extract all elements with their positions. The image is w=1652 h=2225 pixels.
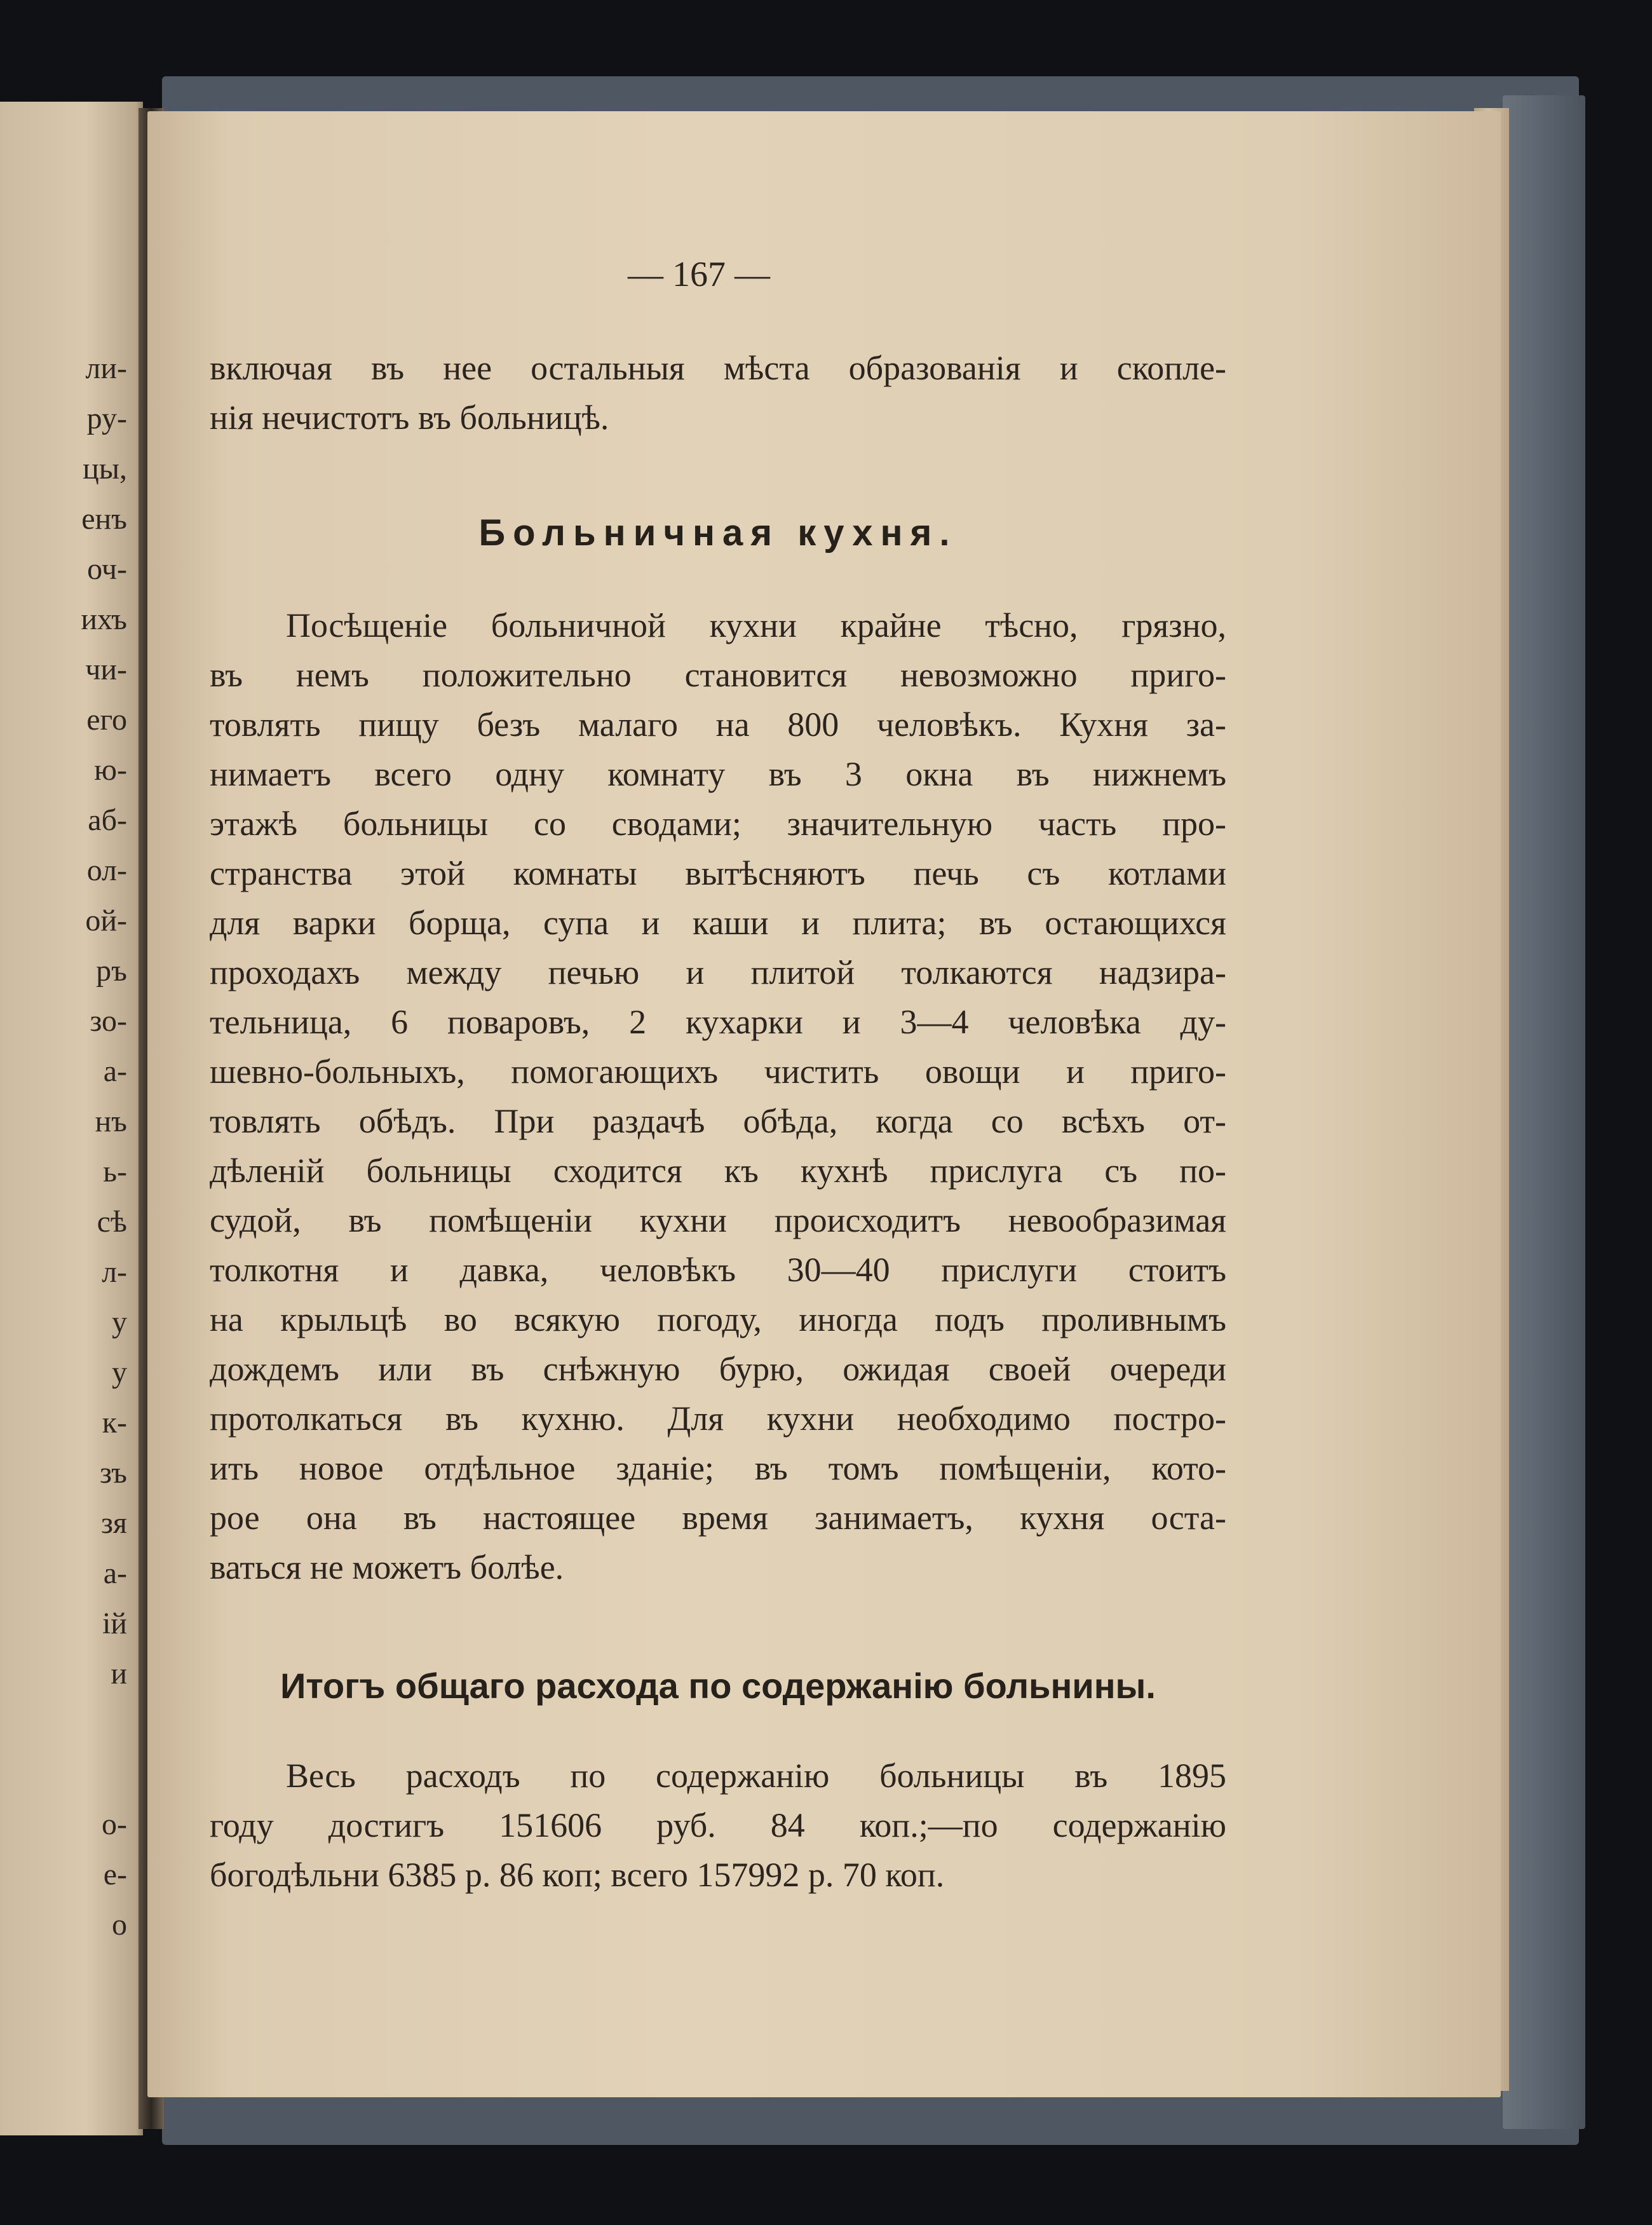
text-line: этажѣ больницы со сводами; значительную часть про- (210, 805, 1226, 843)
expenses-paragraph (210, 1751, 1226, 1900)
text-line: судой, въ помѣщеніи кухни происходитъ невообразимая (210, 1201, 1226, 1239)
text-line: ить новое отдѣльное зданіе; въ томъ помѣщеніи, кото- (210, 1449, 1226, 1487)
left-page-fragment: к- (102, 1406, 127, 1439)
text-line: нія нечистотъ въ больницѣ. (210, 398, 609, 437)
paragraph-text (210, 601, 1226, 1592)
kitchen-paragraph (210, 601, 1226, 1592)
left-page-fragment: зъ (100, 1456, 127, 1490)
left-page-fragment: его (86, 703, 127, 737)
book-cover-edge (1503, 95, 1585, 2129)
text-line: товлять обѣдъ. При раздачѣ обѣда, когда со всѣхъ от- (210, 1102, 1226, 1140)
text-line: дѣленій больницы сходится къ кухнѣ прислуга съ по- (210, 1152, 1226, 1190)
left-page-fragment: ру- (86, 402, 127, 435)
text-line: году достигъ 151606 руб. 84 коп.;—по содержанію (210, 1806, 1226, 1844)
left-page-fragment: у (112, 1356, 127, 1389)
left-page-fragment: ли- (85, 351, 127, 385)
left-page-fragment: а- (103, 1556, 127, 1590)
left-page-fragment: ю- (94, 753, 127, 787)
left-page-fragment: о (112, 1908, 127, 1942)
text-line: странства этой комнаты вытѣсняютъ печь съ котлами (210, 854, 1226, 892)
left-page-fragment: чи- (85, 653, 127, 686)
text-line: на крыльцѣ во всякую погоду, иногда подъ проливнымъ (210, 1300, 1226, 1338)
left-page-fragment: зя (100, 1506, 127, 1540)
left-page-fragment: и (111, 1657, 127, 1691)
text-line: шевно-больныхъ, помогающихъ чистить овощи и приго- (210, 1052, 1226, 1091)
left-page-fragment: сѣ (97, 1205, 127, 1239)
left-page-fragment (0, 1749, 127, 1799)
section-heading-expenses: Итогъ общаго расхода по содержанію больнины. (280, 1666, 1156, 1706)
text-line: товлять пищу безъ малаго на 800 человѣкъ. Кухня за- (210, 705, 1226, 744)
text-line: для варки борща, супа и каши и плита; въ остающихся (210, 904, 1226, 942)
left-page-text-fragments (0, 343, 127, 1950)
left-page-fragment: у (112, 1305, 127, 1339)
section-heading-kitchen: Больничная кухня. (478, 512, 958, 554)
left-page-fragment: нъ (95, 1105, 127, 1138)
left-page-fragment: зо- (90, 1004, 127, 1038)
left-page-fragment: енъ (81, 502, 127, 536)
text-line: тельница, 6 поваровъ, 2 кухарки и 3—4 человѣка ду- (210, 1003, 1226, 1041)
paragraph-text (210, 1751, 1226, 1900)
left-page-fragment: е- (103, 1858, 127, 1891)
text-line: ваться не можетъ болѣе. (210, 1548, 564, 1586)
text-line: рое она въ настоящее время занимаетъ, кухня оста- (210, 1499, 1226, 1537)
text-line: Весь расходъ по содержанію больницы въ 1895 (286, 1757, 1226, 1795)
text-line: нимаетъ всего одну комнату въ 3 окна въ нижнемъ (210, 755, 1226, 793)
left-page-fragment: ихъ (81, 602, 127, 636)
page-number: — 167 — (628, 255, 770, 294)
left-page-fragment: оч- (87, 552, 127, 586)
left-page-fragment: цы, (83, 452, 127, 486)
left-page-fragment: аб- (88, 803, 127, 837)
left-page-fragment: а- (103, 1054, 127, 1088)
left-page-fragment: ол- (86, 854, 127, 887)
text-line: проходахъ между печью и плитой толкаются надзира- (210, 953, 1226, 991)
left-page-fragment: о- (102, 1807, 127, 1841)
text-line: Посѣщеніе больничной кухни крайне тѣсно, грязно, (286, 606, 1226, 644)
left-page-fragment (0, 1699, 127, 1749)
text-line: богодѣльни 6385 р. 86 коп; всего 157992 р. 70 коп. (210, 1856, 945, 1894)
text-line: включая въ нее остальныя мѣста образованія и скопле- (210, 349, 1226, 387)
text-line: въ немъ положительно становится невозможно приго- (210, 656, 1226, 694)
text-line: протолкаться въ кухню. Для кухни необходимо постро- (210, 1399, 1226, 1438)
text-line: толкотня и давка, человѣкъ 30—40 прислуги стоитъ (210, 1251, 1226, 1289)
left-page-fragment: ръ (96, 954, 127, 988)
intro-paragraph (210, 343, 1226, 442)
left-page-fragment: ій (102, 1607, 127, 1640)
paragraph-text (210, 343, 1226, 442)
text-line: дождемъ или въ снѣжную бурю, ожидая своей очереди (210, 1350, 1226, 1388)
left-page-fragment: ой- (85, 904, 127, 937)
left-page-fragment: ь- (103, 1155, 127, 1188)
left-page-fragment: л- (102, 1255, 127, 1289)
